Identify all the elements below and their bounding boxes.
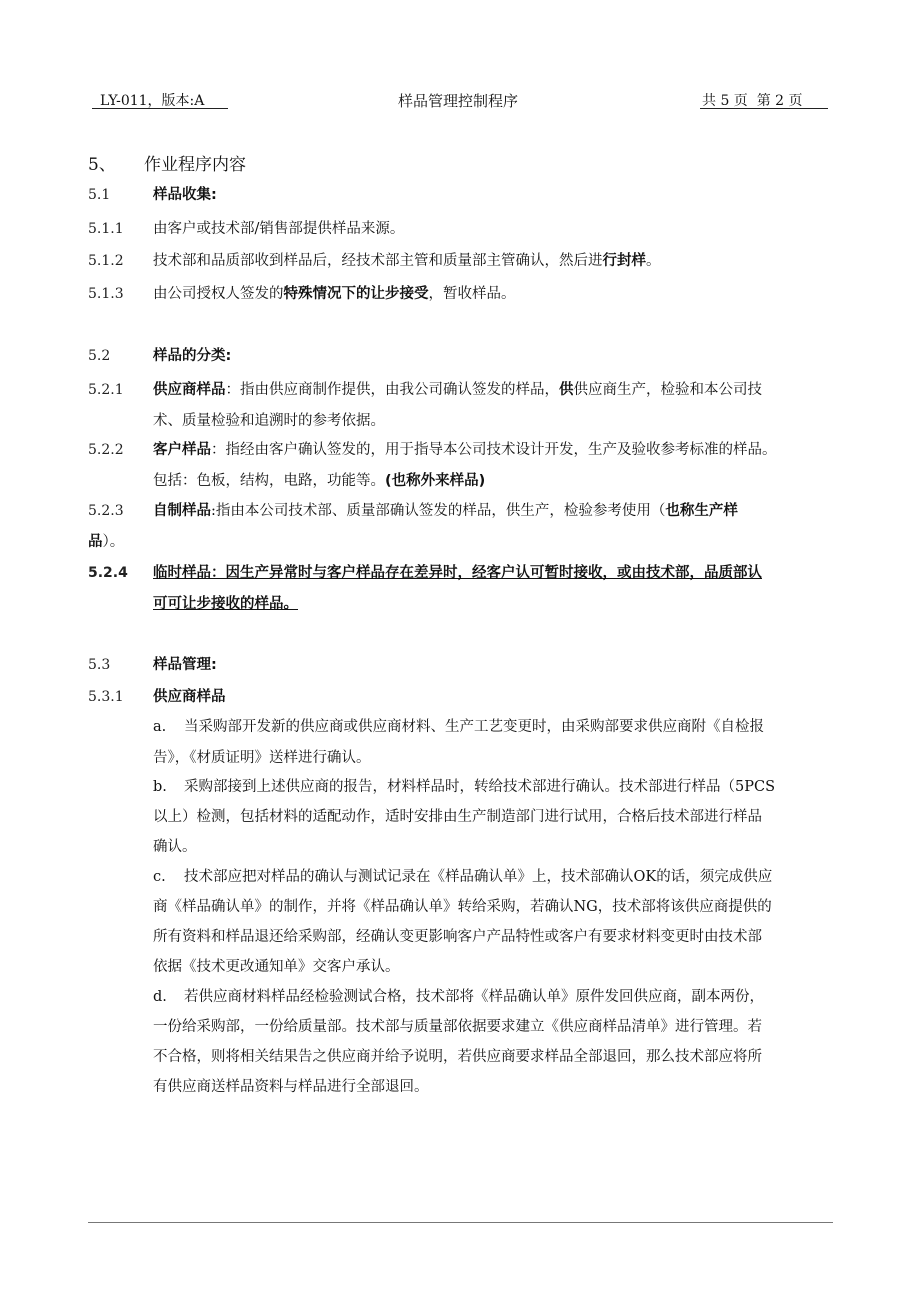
s522-number: 5.2.2 [88, 442, 124, 458]
s521-line2: 术、质量检验和追溯时的参考依据。 [153, 413, 385, 429]
para-b-line2: 以上）检测，包括材料的适配动作，适时安排由生产制造部门进行试用，合格后技术部进行样品 [153, 809, 762, 825]
s522-line2 [153, 466, 485, 496]
s51-number: 5.1 [88, 187, 111, 203]
s51-title: 样品收集: [153, 187, 217, 203]
s521-number: 5.2.1 [88, 382, 124, 398]
s523-line1 [153, 496, 738, 526]
para-c-line1: 技术部应把对样品的确认与测试记录在《样品确认单》上，技术部确认OK的话，须完成供应 [184, 869, 773, 885]
s521-label: 供应商样品 [153, 382, 226, 398]
s511-number: 5.1.1 [88, 221, 124, 237]
s531-title: 供应商样品 [153, 689, 226, 705]
section-title: 作业程序内容 [144, 155, 246, 175]
para-d-line4: 有供应商送样品资料与样品进行全部退回。 [153, 1079, 429, 1095]
para-b-mark: b. [153, 779, 167, 795]
header-rule-left [92, 108, 228, 109]
para-d-line2: 一份给采购部，一份给质量部。技术部与质量部依据要求建立《供应商样品清单》进行管理。若 [153, 1019, 762, 1035]
s521-text1c: 供应商生产，检验和本公司技 [573, 382, 762, 398]
para-a-line2: 告》，《材质证明》送样进行确认。 [153, 750, 371, 766]
s524-line2: 可可让步接收的样品。 [153, 596, 298, 612]
s524-line1: 临时样品：因生产异常时与客户样品存在差异时，经客户认可暂时接收，或由技术部，品质部认 [153, 565, 762, 581]
s524-number: 5.2.4 [88, 565, 128, 581]
footer-rule [88, 1222, 833, 1223]
s512-pre: 技术部和品质部收到样品后，经技术部主管和质量部主管确认，然后进 [153, 253, 603, 269]
s513-text [153, 279, 516, 309]
s513-number: 5.1.3 [88, 286, 124, 302]
s52-title: 样品的分类: [153, 348, 232, 364]
s523-bold: 也称生产样 [665, 503, 738, 519]
para-c-line4: 依据《技术更改通知单》交客户承认。 [153, 959, 400, 975]
s513-pre: 由公司授权人签发的 [153, 286, 284, 302]
s53-number: 5.3 [88, 657, 111, 673]
s521-text1: ：指由供应商制作提供，由我公司确认签发的样品， [225, 382, 559, 398]
s523-number: 5.2.3 [88, 503, 124, 519]
s523-text1: :指由本公司技术部、质量部确认签发的样品，供生产，检验参考使用（ [211, 503, 666, 519]
section-number: 5、 [88, 155, 116, 175]
doc-code: LY-011，版本:A [100, 93, 205, 109]
s512-text [153, 246, 661, 276]
s522-line1 [153, 435, 777, 465]
para-c-line2: 商《样品确认单》的制作，并将《样品确认单》转给采购，若确认NG，技术部将该供应商提供的 [153, 899, 772, 915]
para-c-mark: c. [153, 869, 166, 885]
s52-number: 5.2 [88, 348, 111, 364]
s512-number: 5.1.2 [88, 253, 124, 269]
s511-text: 由客户或技术部/销售部提供样品来源。 [153, 221, 405, 237]
s523-label: 自制样品 [153, 503, 211, 519]
s53-title: 样品管理: [153, 657, 217, 673]
page-info: 共 5 页 第 2 页 [702, 93, 803, 109]
s513-post: ，暂收样品。 [428, 286, 516, 302]
s522-bold: (也称外来样品) [385, 473, 486, 489]
s523-bold2: 品 [88, 534, 103, 550]
s521-bold: 供 [559, 382, 574, 398]
s531-number: 5.3.1 [88, 689, 124, 705]
s512-bold: 行封样 [602, 253, 646, 269]
para-a-mark: a. [153, 719, 167, 735]
para-d-line3: 不合格，则将相关结果告之供应商并给予说明，若供应商要求样品全部退回，那么技术部应将所 [153, 1049, 762, 1065]
para-d-line1: 若供应商材料样品经检验测试合格，技术部将《样品确认单》原件发回供应商，副本两份， [184, 989, 764, 1005]
s522-text1: ：指经由客户确认签发的，用于指导本公司技术设计开发，生产及验收参考标准的样品。 [211, 442, 777, 458]
para-d-mark: d. [153, 989, 167, 1005]
s523-text2: ）。 [102, 534, 125, 550]
s521-line1 [153, 375, 762, 405]
s522-label: 客户样品 [153, 442, 211, 458]
header-rule-right [700, 108, 828, 109]
s523-line2 [88, 527, 124, 557]
s522-text2: 包括：色板，结构，电路，功能等。 [153, 473, 385, 489]
s512-post: 。 [646, 253, 661, 269]
para-a-line1: 当采购部开发新的供应商或供应商材料、生产工艺变更时，由采购部要求供应商附《自检报 [184, 719, 764, 735]
para-c-line3: 所有资料和样品退还给采购部，经确认变更影响客户产品特性或客户有要求材料变更时由技术部 [153, 929, 762, 945]
doc-title: 样品管理控制程序 [398, 92, 519, 110]
para-b-line3: 确认。 [153, 839, 197, 855]
para-b-line1: 采购部接到上述供应商的报告，材料样品时，转给技术部进行确认。技术部进行样品（5PCS [184, 779, 776, 795]
s513-bold: 特殊情况下的让步接受 [283, 286, 429, 302]
